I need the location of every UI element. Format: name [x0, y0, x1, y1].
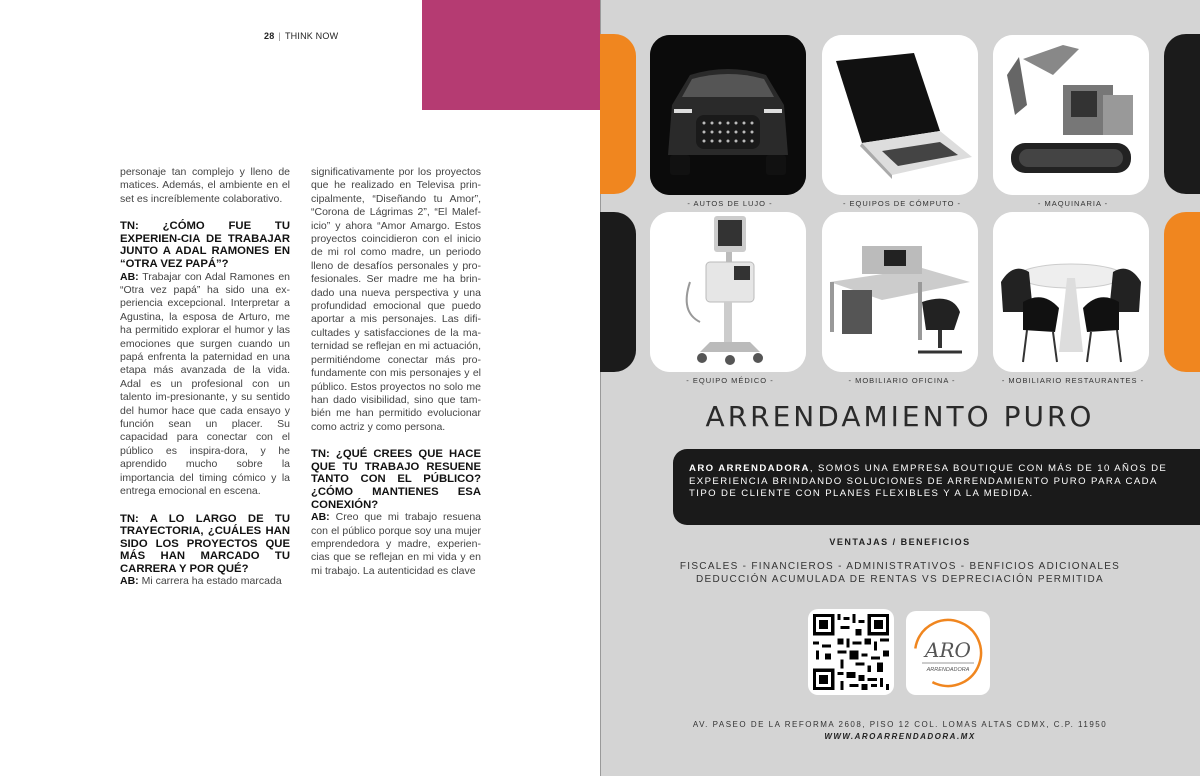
- interview-question: TN: A LO LARGO DE TU TRAYECTORIA, ¿CUÁLES HAN SIDO LOS PROYECTOS QUE MÁS HAN MARCADO TU CARRERA Y POR QUÉ?: [120, 512, 290, 575]
- excavator-image: [993, 35, 1149, 195]
- answer-text: Creo que mi trabajo resuena con el público porque soy una mujer emprendedora y madre, experien-cias que se reflejan en mi vida y en mi trabajo. La autenticidad es clave: [311, 511, 481, 577]
- dark-side-tab: [600, 212, 636, 372]
- answer-label: AB:: [120, 575, 139, 588]
- orange-side-tab: [600, 34, 636, 194]
- luxury-car-image: [650, 35, 806, 195]
- category-caption: - AUTOS DE LUJO -: [687, 199, 773, 208]
- interview-answer: [120, 575, 290, 588]
- interview-answer: [311, 511, 481, 578]
- category-caption: - MOBILIARIO OFICINA -: [848, 376, 956, 385]
- company-description: , SOMOS UNA EMPRESA BOUTIQUE CON MÁS DE 10 AÑOS DE EXPERIENCIA BRINDANDO SOLUCIONES DE ARRENDAMIENTO PURO PARA CADA TIPO DE CLIENTE CON PLANES FLEXIBLES Y A LA MEDIDA.: [689, 463, 1168, 499]
- magenta-color-block: [422, 0, 600, 110]
- benefits-list: [600, 561, 1200, 586]
- laptop-image: [822, 35, 978, 195]
- answer-label: AB:: [120, 270, 139, 283]
- benefits-heading: VENTAJAS / BENEFICIOS: [829, 537, 971, 547]
- category-caption: - EQUIPOS DE CÓMPUTO -: [842, 199, 962, 208]
- interview-question: TN: ¿QUÉ CREES QUE HACE QUE TU TRABAJO RESUENE TANTO CON EL PÚBLICO? ¿CÓMO MANTIENES ESA CONEXIÓN?: [311, 448, 481, 511]
- section-name: THINK NOW: [284, 31, 339, 41]
- office-furniture-image: [822, 212, 978, 372]
- benefits-line: FISCALES - FINANCIEROS - ADMINISTRATIVOS - BENFICIOS ADICIONALES: [679, 561, 1121, 572]
- company-address: AV. PASEO DE LA REFORMA 2608, PISO 12 COL. LOMAS ALTAS CDMX, C.P. 11950: [692, 720, 1108, 729]
- article-paragraph: significativamente por los proyectos que he realizado en Televisa prin-cipalmente, “Diseñando tu Amor”, “Corona de Lágrimas 2”, “El Malef-icio” y ahora “Amor Amargo. Estos proyectos coincidieron con el inicio de mi rol como madre, un periodo lleno de desafíos personales y pro-fesionales. Ser madre me ha brin-dado una nueva perspectiva y una profundidad emocional que puedo aportar a mis personajes. Las difi-cultades y satisfacciones de la ma-ternidad se reflejan en mi actuación, permitiéndome conectar más pro-fundamente con mis personajes y el público. Estos proyectos no solo me han dado visibilidad, sino que tam-bién me han permitido evolucionar como actriz y como persona.: [311, 166, 481, 433]
- answer-text: Mi carrera ha estado marcada: [138, 575, 282, 588]
- medical-equipment-image: [650, 212, 806, 372]
- orange-side-tab: [1164, 212, 1200, 372]
- qr-code[interactable]: [808, 609, 894, 695]
- brand-name: ARO ARRENDADORA: [689, 463, 810, 474]
- answer-text: Trabajar con Adal Ramones en “Otra vez papá” ha sido una ex-periencia excepcional. Interpretar a Agustina, la esposa de Arturo, me ha permitido explorar el humor y las emociones que surgen cuando un papá enfrenta la paternidad en una etapa más avanzada de la vida. Adal es un profesional con un talento im-presionante, y su sentido del humor hace que cada ensayo y función sean un placer. Su capacidad para conectar con el público es inspira-dora, y he aprendido mucho sobre la importancia del timing cómico y la entrega emocional en escena.: [120, 270, 290, 498]
- dark-side-tab: [1164, 34, 1200, 194]
- restaurant-furniture-image: [993, 212, 1149, 372]
- interview-answer: [120, 271, 290, 499]
- logo-subtext: ARRENDADORA: [926, 667, 970, 673]
- article-column-2: [311, 166, 481, 578]
- website-link[interactable]: WWW.AROARRENDADORA.MX: [824, 732, 976, 741]
- category-caption: - MOBILIARIO RESTAURANTES -: [1001, 376, 1145, 385]
- logo-text: ARO: [925, 638, 971, 662]
- article-column-1: [120, 166, 290, 589]
- page-header: 28 | THINK NOW: [264, 31, 339, 41]
- category-caption: - EQUIPO MÉDICO -: [686, 376, 774, 385]
- category-caption: - MAQUINARIA -: [1037, 199, 1109, 208]
- answer-label: AB:: [311, 511, 330, 524]
- aro-logo: [906, 611, 990, 695]
- page-number: 28: [264, 31, 275, 41]
- article-paragraph: personaje tan complejo y lleno de matices. Además, el ambiente en el set es increíblemente colaborativo.: [120, 166, 290, 205]
- ad-title: ARRENDAMIENTO PURO: [705, 400, 1095, 433]
- company-description-band: [673, 449, 1200, 525]
- benefits-line: DEDUCCIÓN ACUMULADA DE RENTAS VS DEPRECIACIÓN PERMITIDA: [695, 573, 1105, 585]
- interview-question: TN: ¿CÓMO FUE TU EXPERIEN-CIA DE TRABAJAR JUNTO A ADAL RAMONES EN “OTRA VEZ PAPÁ”?: [120, 220, 290, 270]
